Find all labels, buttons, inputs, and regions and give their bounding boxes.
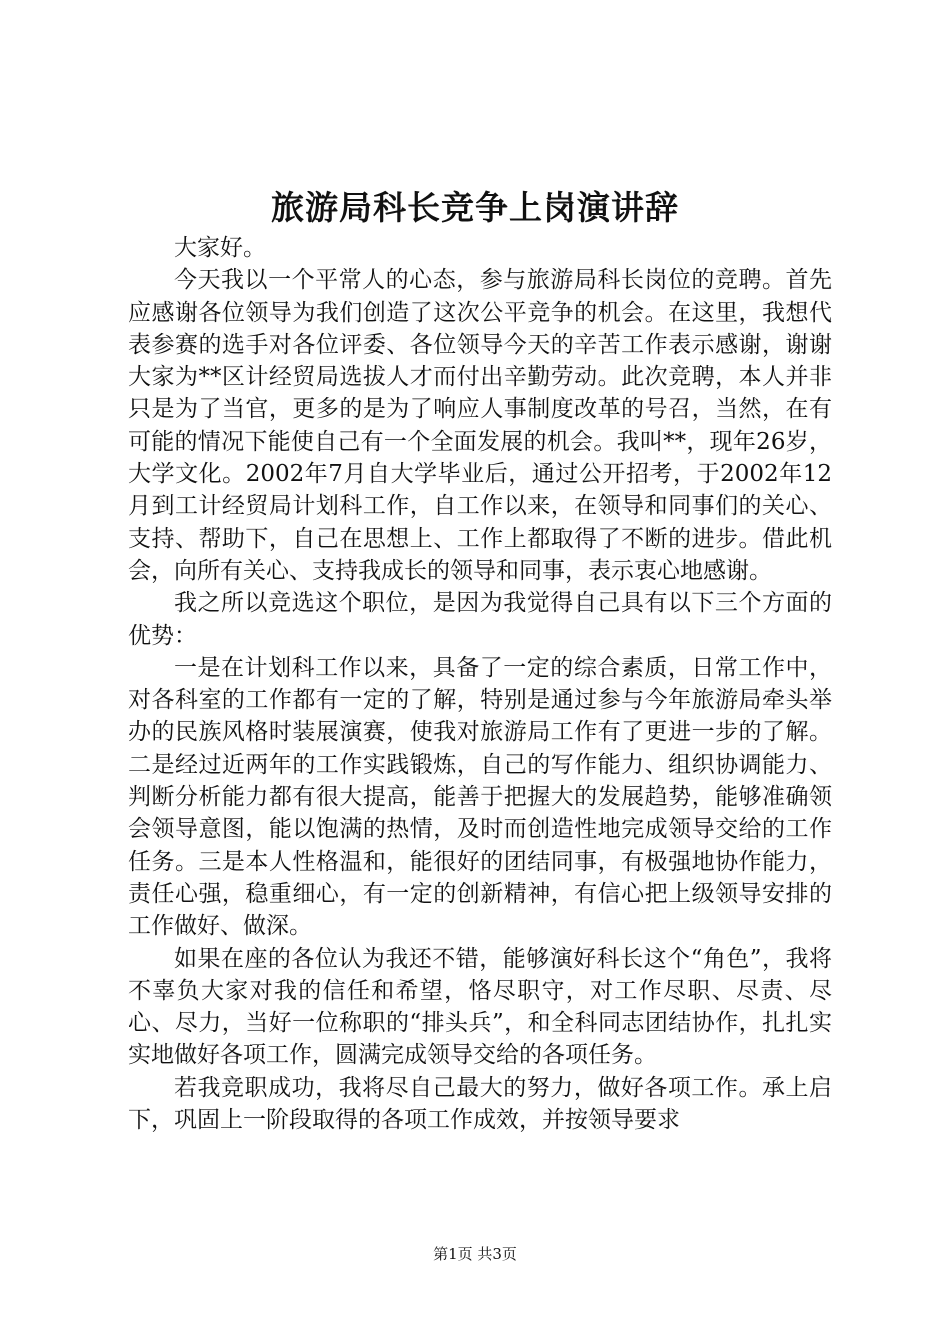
paragraph-plan: 若我竞职成功，我将尽自己最大的努力，做好各项工作。承上启下，巩固上一阶段取得的各项工作成效，并按领导要求 xyxy=(128,1074,832,1134)
paragraph-commitment: 如果在座的各位认为我还不错，能够演好科长这个“角色”，我将不辜负大家对我的信任和希望，恪尽职守，对工作尽职、尽责、尽心、尽力，当好一位称职的“排头兵”，和全科同志团结协作，扎扎实实地做好各项工作，圆满完成领导交给的各项任务。 xyxy=(128,945,832,1069)
document-title: 旅游局科长竞争上岗演讲辞 xyxy=(271,188,679,227)
paragraph-introduction: 今天我以一个平常人的心态，参与旅游局科长岗位的竞聘。首先应感谢各位领导为我们创造了这次公平竞争的机会。在这里，我想代表参赛的选手对各位评委、各位领导今天的辛苦工作表示感谢，谢谢大家为**区计经贸局选拔人才而付出辛勤劳动。此次竞聘，本人并非只是为了当官，更多的是为了响应人事制度改革的号召，当然，在有可能的情况下能使自己有一个全面发展的机会。我叫**，现年26岁，大学文化。2002年7月自大学毕业后，通过公开招考，于2002年12月到工计经贸局计划科工作，自工作以来，在领导和同事们的关心、支持、帮助下，自己在思想上、工作上都取得了不断的进步。借此机会，向所有关心、支持我成长的领导和同事，表示衷心地感谢。 xyxy=(128,267,832,584)
page-number-footer: 第1页 共3页 xyxy=(433,1245,517,1263)
paragraph-greeting: 大家好。 xyxy=(174,235,266,261)
paragraph-advantages: 一是在计划科工作以来，具备了一定的综合素质，日常工作中，对各科室的工作都有一定的了解，特别是通过参与今年旅游局牵头举办的民族风格时装展演赛，使我对旅游局工作有了更进一步的了解。二是经过近两年的工作实践锻炼，自己的写作能力、组织协调能力、判断分析能力都有很大提高，能善于把握大的发展趋势，能够准确领会领导意图，能以饱满的热情，及时而创造性地完成领导交给的工作任务。三是本人性格温和，能很好的团结同事，有极强地协作能力，责任心强，稳重细心，有一定的创新精神，有信心把上级领导安排的工作做好、做深。 xyxy=(128,654,832,940)
document-body xyxy=(128,232,832,1136)
paragraph-advantages-intro: 我之所以竞选这个职位，是因为我觉得自己具有以下三个方面的优势： xyxy=(128,590,832,649)
